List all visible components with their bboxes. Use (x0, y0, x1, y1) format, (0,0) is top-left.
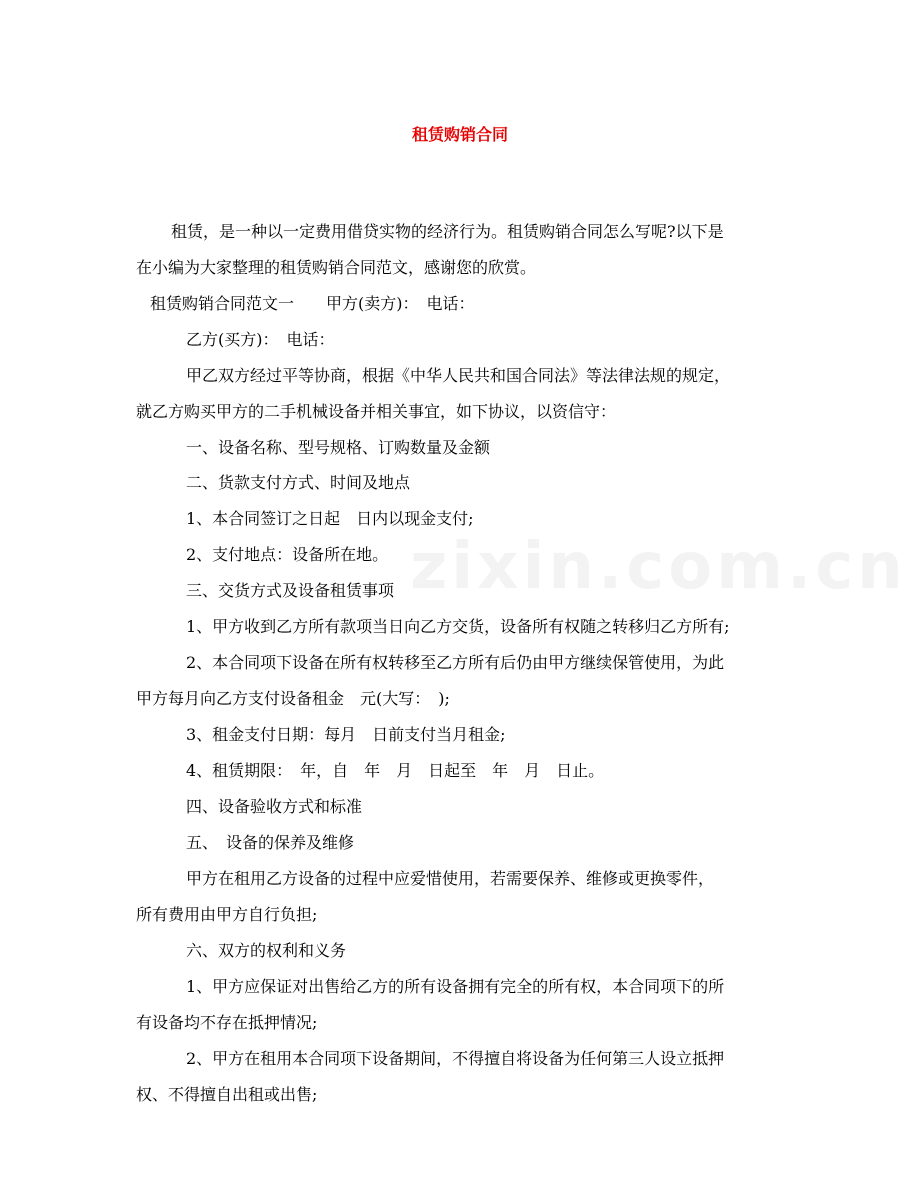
paragraph-line: 2、本合同项下设备在所有权转移至乙方所有后仍由甲方继续保管使用，为此 (186, 653, 725, 672)
paragraph-line: 六、双方的权利和义务 (186, 941, 347, 960)
paragraph-line: 甲乙双方经过平等协商，根据《中华人民共和国合同法》等法律法规的规定， (186, 366, 731, 385)
paragraph-line: 1、本合同签订之日起 日内以现金支付; (186, 509, 474, 528)
paragraph-line: 甲方每月向乙方支付设备租金 元(大写： ); (136, 689, 450, 708)
paragraph-line: 甲方在租用乙方设备的过程中应爱惜使用，若需要保养、维修或更换零件， (186, 869, 715, 888)
paragraph-line: 乙方(买方)： 电话： (186, 330, 335, 349)
paragraph-line: 五、 设备的保养及维修 (186, 833, 355, 852)
paragraph-line: 有设备均不存在抵押情况; (136, 1013, 318, 1032)
document-title: 租赁购销合同 (411, 125, 508, 144)
paragraph-line: 2、甲方在租用本合同项下设备期间，不得擅自将设备为任何第三人设立抵押 (186, 1049, 725, 1068)
paragraph-line: 4、租赁期限： 年，自 年 月 日起至 年 月 日止。 (186, 761, 605, 780)
paragraph-line: 3、租金支付日期：每月 日前支付当月租金; (186, 725, 506, 744)
paragraph-line: 二、货款支付方式、时间及地点 (186, 473, 411, 492)
paragraph-line: 租赁，是一种以一定费用借贷实物的经济行为。租赁购销合同怎么写呢?以下是 (171, 222, 724, 241)
paragraph-line: 就乙方购买甲方的二手机械设备并相关事宜，如下协议，以资信守： (136, 402, 617, 421)
paragraph-line: 在小编为大家整理的租赁购销合同范文，感谢您的欣赏。 (136, 258, 537, 277)
paragraph-line: 租赁购销合同范文一 甲方(卖方)： 电话： (150, 294, 475, 313)
watermark: zixin.com.cn (410, 530, 907, 604)
paragraph-line: 三、交货方式及设备租赁事项 (186, 581, 395, 600)
paragraph-line: 权、不得擅自出租或出售; (136, 1085, 318, 1104)
paragraph-line: 1、甲方收到乙方所有款项当日向乙方交货，设备所有权随之转移归乙方所有; (186, 617, 730, 636)
paragraph-line: 所有费用由甲方自行负担; (136, 905, 318, 924)
paragraph-line: 四、设备验收方式和标准 (186, 797, 363, 816)
paragraph-line: 2、支付地点：设备所在地。 (186, 545, 389, 564)
paragraph-line: 1、甲方应保证对出售给乙方的所有设备拥有完全的所有权，本合同项下的所 (186, 977, 725, 996)
paragraph-line: 一、设备名称、型号规格、订购数量及金额 (186, 438, 491, 457)
